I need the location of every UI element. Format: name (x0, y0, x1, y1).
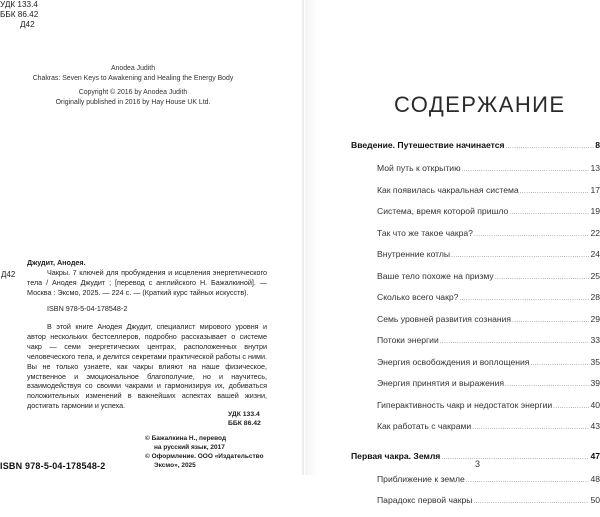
toc-page-number: 17 (590, 184, 600, 195)
copyright-design: © Оформление. ООО «Издательство (145, 452, 264, 460)
classification-codes-top (0, 0, 38, 30)
leader-dots (441, 455, 589, 461)
toc-label: Приближение к земле (377, 473, 465, 484)
toc-page-number: 35 (590, 356, 600, 367)
toc-label: Гиперактивность чакр и недостаток энергии (377, 399, 553, 410)
left-page-imprint (0, 0, 303, 475)
bbk-code-bottom: ББК 86.42 (228, 420, 261, 427)
leader-dots (505, 382, 589, 388)
bibliographic-record (27, 258, 267, 314)
biblio-isbn: ISBN 978-5-04-178548-2 (47, 303, 128, 313)
published-line: Originally published in 2016 by Hay House UK Ltd. (55, 98, 211, 106)
author-mark: Д42 (20, 20, 35, 29)
biblio-author: Джудит, Анодея. (27, 258, 86, 267)
leader-dots (553, 404, 589, 410)
leader-dots (512, 318, 589, 324)
toc-entry[interactable] (351, 400, 600, 422)
toc-entry[interactable] (351, 314, 600, 336)
book-abstract: В этой книге Анодея Джудит, специалист мирового уровня и автор нескольких бестселлеров, подробно рассказывает о системе чакр — семи энергетических центрах, расположенных внутри человеческого тела, и делится секретами практической работы с ними. Вы не только узнаете, как чакры влияют на наше физическое, умственное и эмоциональное благополучие, но и научитесь, взаимодействуя со своими чакрами и гармонизируя их, добиваться положительных изменений в важнейших аспектах вашей жизни, достигать гармонии и успеха. (27, 322, 267, 411)
leader-dots (466, 478, 590, 484)
toc-page-number: 19 (590, 206, 600, 216)
toc-label: Парадокс первой чакры (377, 495, 473, 505)
biblio-description: Чакры. 7 ключей для пробуждения и исцеления энергетического тела / Анодея Джудит ; [перевод с английского Н. Бажалкиной]. — Москва : Эксмо, 2025. — 224 с. — (Краткий курс тайных искусств). (27, 267, 267, 297)
leader-dots (530, 361, 589, 367)
toc-entry[interactable] (351, 271, 600, 293)
toc-label: Как работать с чакрами (377, 421, 472, 431)
toc-page-number: 25 (590, 270, 600, 281)
toc-label: Энергия принятия и выражения (377, 378, 505, 388)
toc-entry[interactable] (351, 163, 600, 185)
toc-entry[interactable] (351, 474, 600, 496)
leader-dots (474, 232, 589, 238)
leader-dots (509, 210, 589, 216)
toc-entry[interactable] (351, 249, 600, 271)
page-shadow (305, 0, 317, 475)
toc-label: Так что же такое чакра? (377, 227, 473, 238)
toc-entry[interactable] (351, 495, 600, 517)
toc-page-number: 47 (590, 450, 600, 461)
leader-dots (462, 167, 590, 173)
udk-code-bottom: УДК 133.4 (228, 411, 260, 418)
toc-entry[interactable] (351, 335, 600, 357)
copyright-design-cont: Эксмо», 2025 (154, 461, 196, 469)
toc-entry[interactable] (351, 421, 600, 443)
leader-dots (473, 499, 589, 505)
leader-dots (472, 425, 589, 431)
isbn-large: ISBN 978-5-04-178548-2 (0, 461, 106, 471)
toc-page-number: 24 (590, 249, 600, 259)
toc-label: Введение. Путешествие начинается (351, 140, 505, 150)
leader-dots (520, 189, 590, 195)
original-edition-info (0, 64, 266, 83)
leader-dots (459, 296, 589, 302)
toc-entry[interactable] (351, 185, 600, 207)
original-author: Anodea Judith (110, 65, 156, 72)
original-copyright (0, 88, 266, 107)
side-author-mark: Д42 (1, 270, 16, 279)
toc-label: Энергия освобождения и воплощения (377, 356, 530, 367)
leader-dots (495, 275, 590, 281)
toc-label: Семь уровней развития сознания (377, 313, 512, 324)
toc-entry-chapter[interactable] (351, 140, 600, 163)
toc-page-number: 50 (590, 495, 600, 505)
toc-page-number: 43 (590, 421, 600, 431)
toc-page-number: 8 (595, 140, 600, 150)
toc-page-number: 13 (590, 163, 600, 173)
toc-label: Внутренние котлы (377, 249, 451, 259)
toc-entry[interactable] (351, 378, 600, 400)
copyright-line: Copyright © 2016 by Anodea Judith (78, 89, 188, 96)
original-title: Chakras: Seven Keys to Awakening and Healing the Energy Body (32, 74, 234, 82)
toc-label: Сколько всего чакр? (377, 292, 459, 302)
copyright-notices (145, 435, 264, 471)
copyright-translation: © Бажалкина Н., перевод (145, 435, 227, 442)
toc-page-number: 29 (590, 313, 600, 324)
toc-entry[interactable] (351, 292, 600, 314)
classification-codes-bottom (228, 410, 261, 428)
leader-dots (451, 253, 589, 259)
leader-dots (440, 339, 590, 345)
toc-page-number: 33 (590, 335, 600, 345)
toc-title: СОДЕРЖАНИЕ (394, 92, 566, 117)
toc-label: Мой путь к открытию (377, 163, 461, 173)
toc-page-number: 22 (590, 227, 600, 238)
page-number: 3 (475, 459, 481, 469)
toc-label: Ваше тело похоже на призму (377, 270, 494, 281)
udk-code: УДК 133.4 (0, 0, 38, 9)
toc-entry[interactable] (351, 206, 600, 228)
toc-page-number: 40 (590, 399, 600, 410)
toc-entry[interactable] (351, 228, 600, 250)
toc-page-number: 39 (590, 378, 600, 388)
toc-label: Потоки энергии (377, 335, 439, 345)
toc-page-number: 48 (590, 473, 600, 484)
leader-dots (506, 144, 595, 150)
toc-entry[interactable] (351, 357, 600, 379)
toc-label: Система, время которой пришло (377, 206, 509, 216)
bbk-code: ББК 86.42 (0, 10, 39, 19)
copyright-translation-cont: на русский язык, 2017 (154, 443, 225, 451)
toc-page-number: 28 (590, 292, 600, 302)
toc-label: Первая чакра. Земля (351, 450, 441, 461)
toc-label: Как появилась чакральная система (377, 184, 519, 195)
